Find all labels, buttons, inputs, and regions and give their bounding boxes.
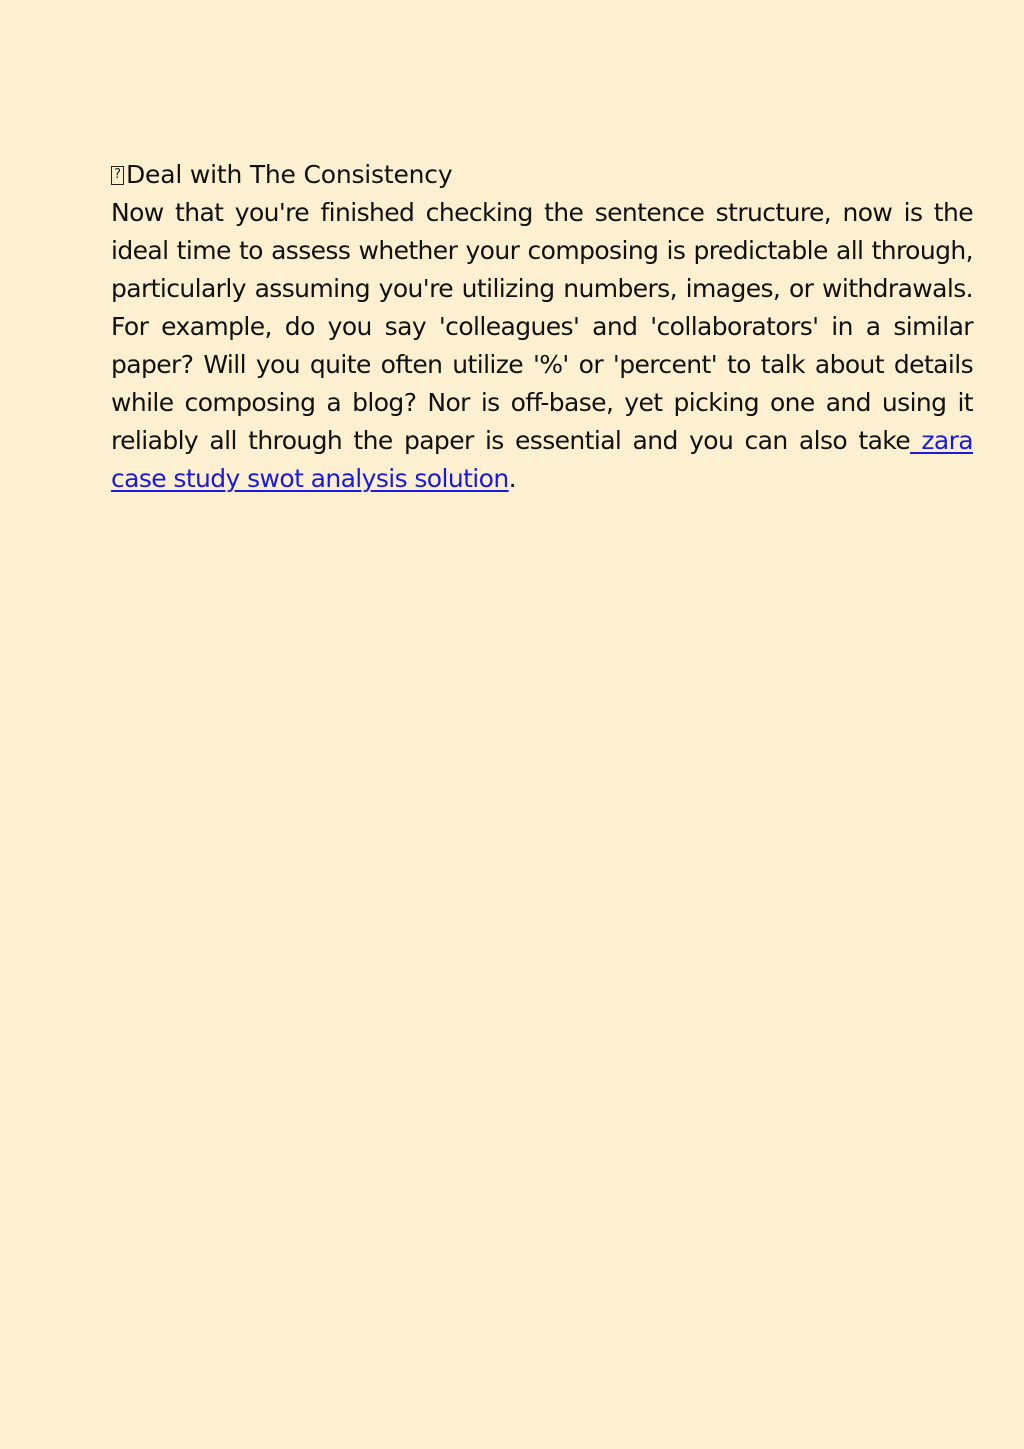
swot-analysis-link[interactable]: zara case study swot analysis solution (111, 426, 973, 493)
section-heading (111, 156, 973, 194)
document-page (111, 156, 973, 498)
paragraph-end: . (508, 464, 516, 493)
heading-text: Deal with The Consistency (126, 160, 453, 189)
body-paragraph (111, 194, 973, 498)
missing-glyph-icon: ? (111, 166, 124, 185)
paragraph-text: Now that you're finished checking the sentence structure, now is the ideal time to assess whether your composing is predictable all through, particularly assuming you're utilizing numbers, images, or withdrawals. For example, do you say 'colleagues' and 'collaborators' in a similar paper? Will you quite often utilize '%' or 'percent' to talk about details while composing a blog? Nor is off-base, yet picking one and using it reliably all through the paper is essential and you can also take (111, 198, 973, 455)
